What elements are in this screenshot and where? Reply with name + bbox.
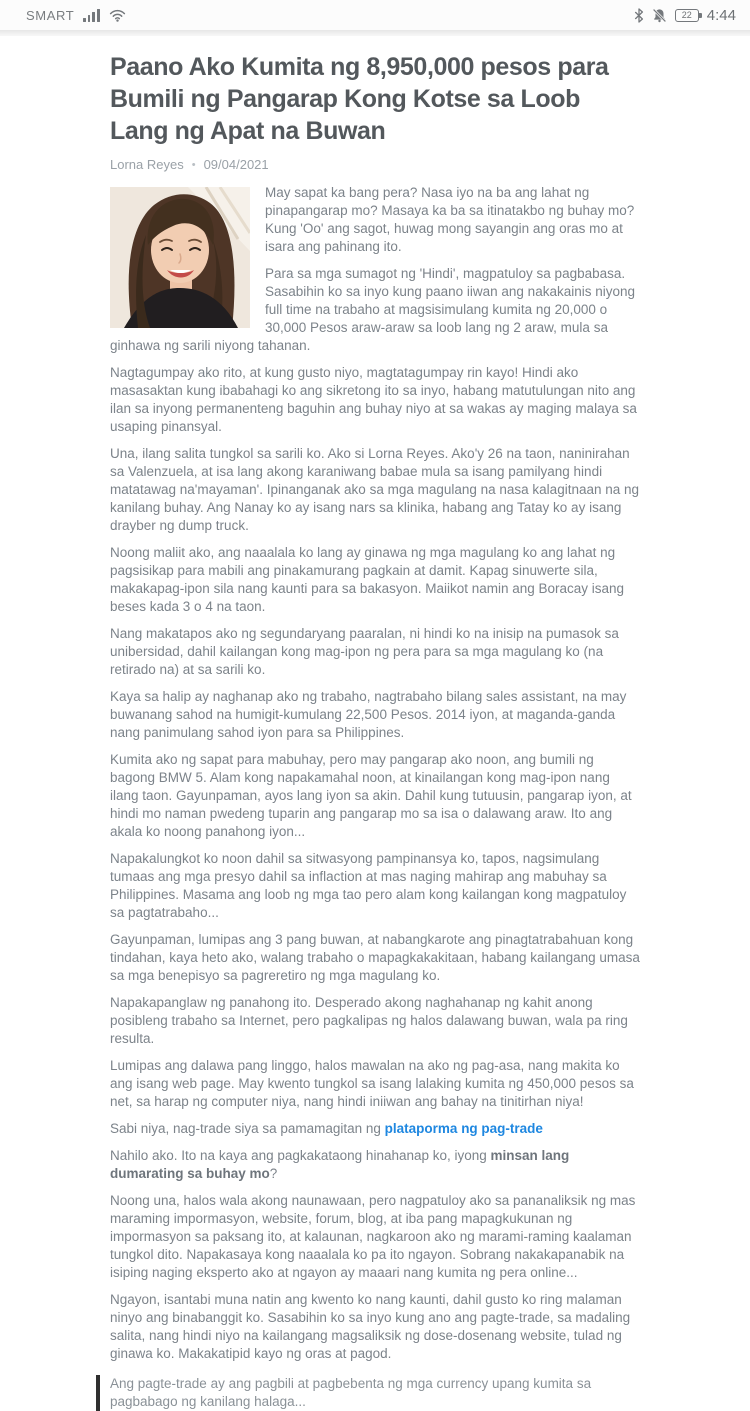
article-paragraph-with-link: [110, 1120, 640, 1138]
article-paragraph: Para sa mga sumagot ng 'Hindi', magpatuloy sa pagbabasa. Sasabihin ko sa inyo kung paano iiwan ang nakakainis niyong full time na trabaho at magsisimulang kumita ng 20,000 o 30,000 Pesos araw-araw sa loob lang ng 2 araw, mula sa ginhawa ng sarili niyong tahanan.: [110, 266, 636, 353]
article-paragraph: Una, ilang salita tungkol sa sarili ko. Ako si Lorna Reyes. Ako'y 26 na taon, naninirahan sa Valenzuela, at isa lang akong karaniwang babae mula sa isang pamilyang hindi matatawag na'mayaman'. Ipinanganak ako sa mga magulang na nasa kalagitnaan na ng kanilang buhay. Ang Nanay ko ay isang nars sa klinika, habang ang Tatay ko ay isang drayber ng dump truck.: [110, 446, 640, 533]
question-prefix: Nahilo ako. Ito na kaya ang pagkakataong hinahanap ko, iyong: [110, 1148, 491, 1163]
question-emphasis: minsan lang dumarating sa buhay mo: [110, 1148, 570, 1181]
signal-bars-icon: [83, 9, 99, 22]
article-paragraph: Napakapanglaw ng panahong ito. Desperado akong naghahanap ng kahit anong posibleng trabaho sa Internet, pero pagkalipas ng halos dalawang buwan, wala pa ring resulta.: [110, 995, 628, 1046]
article-paragraph: Nang makatapos ako ng segundaryang paaralan, ni hindi ko na inisip na pumasok sa unibersidad, dahil kailangan kong mag-ipon ng pera para sa mga magulang ko (na retirado na) at sa sarili ko.: [110, 626, 619, 677]
byline: [110, 157, 640, 172]
page-title: Paano Ako Kumita ng 8,950,000 pesos para Bumili ng Pangarap Kong Kotse sa Loob Lang ng Apat na Buwan: [110, 53, 609, 145]
article-container: [110, 36, 640, 1411]
battery-icon: [675, 9, 699, 22]
article-paragraph: Gayunpaman, lumipas ang 3 pang buwan, at nabangkarote ang pinagtatrabahuan kong tindahan, kaya heto ako, walang trabaho o mapagkakakitaan, habang kailangang umasa sa mga benepisyo sa pagreretiro ng mga magulang ko.: [110, 932, 640, 983]
clock-label: 4:44: [706, 6, 736, 24]
byline-separator: •: [191, 158, 196, 171]
article-paragraph: Kumita ako ng sapat para mabuhay, pero may pangarap ako noon, ang bumili ng bagong BMW 5. Alam kong napakamahal noon, at kinailangan kong mag-ipon nang ilang taon. Gayunpaman, ayos lang iyon sa akin. Dahil kung tutuusin, pangarap iyon, at hindi mo naman pwedeng tuparin ang pangarap mo sa isa o dalawang araw. Ito ang akala ko noong panahong iyon...: [110, 752, 632, 839]
article-paragraph: Nagtagumpay ako rito, at kung gusto niyo, magtatagumpay rin kayo! Hindi ako masasaktan kung ibabahagi ko ang sikretong ito sa inyo, habang matutulungan nito ang ilan sa inyong permanenteng baguhin ang buhay niyo at sa wakas ay maging malaya sa usaping pinansyal.: [110, 365, 637, 434]
article-paragraph: May sapat ka bang pera? Nasa iyo na ba ang lahat ng pinapangarap mo? Masaya ka ba sa itinatakbo ng buhay mo? Kung 'Oo' ang sagot, huwag mong sayangin ang oras mo at isara ang pahinang ito.: [265, 185, 635, 254]
wifi-icon: [109, 9, 126, 22]
trade-platform-link[interactable]: plataporma ng pag-trade: [384, 1121, 543, 1136]
truncated-quote: Ang pagte-trade ay ang pagbili at pagbebenta ng mga currency upang kumita sa pagbabago ng kanilang halaga...: [96, 1375, 640, 1411]
carrier-label: SMART: [26, 7, 75, 23]
author-name: Lorna Reyes: [110, 157, 184, 172]
status-bar: [0, 0, 750, 30]
bluetooth-icon: [634, 8, 644, 23]
article-paragraph: Noong una, halos wala akong naunawaan, pero nagpatuloy ako sa pananaliksik ng mas maraming impormasyon, website, forum, blog, at iba pang mapagkukunan ng impormasyon sa paksang ito, at kalaunan, nagkaroon ako ng marami-raming kaalaman tungkol dito. Napakasaya kong naaalala ko pa ito ngayon. Sobrang nakakapanabik na isiping naging eksperto ako at ngayon ay maaari nang kumita ng pera online...: [110, 1193, 636, 1280]
battery-level: 22: [681, 10, 692, 20]
link-paragraph-prefix: Sabi niya, nag-trade siya sa pamamagitan ng: [110, 1121, 385, 1136]
notifications-off-icon: [652, 8, 667, 23]
article-paragraph: Lumipas ang dalawa pang linggo, halos mawalan na ako ng pag-asa, nang makita ko ang isang web page. May kwento tungkol sa isang lalaking kumita ng 450,000 pesos sa net, sa harap ng computer niya, nang hindi iniiwan ang bahay na tinitirhan niya!: [110, 1058, 634, 1109]
article-paragraph: Ngayon, isantabi muna natin ang kwento ko nang kaunti, dahil gusto ko ring malaman ninyo ang binabanggit ko. Sasabihin ko sa inyo kung ano ang pagte-trade, sa madaling salita, nang hindi niyo na kailangang magsaliksik ng dose-dosenang website, tulad ng ginawa ko. Makakatipid kayo ng oras at pagod.: [110, 1292, 631, 1361]
article-paragraph: Noong maliit ako, ang naaalala ko lang ay ginawa ng mga magulang ko ang lahat ng pagsisikap para mabili ang pinakamurang pagkain at damit. Kapag sinuwerte sila, makakapag-ipon sila nang kaunti para sa bakasyon. Maiikot namin ang Boracay isang beses kada 3 o 4 na taon.: [110, 545, 625, 614]
article-paragraph: Kaya sa halip ay naghanap ako ng trabaho, nagtrabaho bilang sales assistant, na may buwanang sahod na humigit-kumulang 22,500 Pesos. 2014 iyon, at maganda-ganda nang panimulang sahod iyon para sa Philippines.: [110, 689, 627, 740]
article-paragraph-question: [110, 1147, 640, 1183]
article-date: 09/04/2021: [203, 157, 269, 172]
question-suffix: ?: [269, 1166, 278, 1181]
author-photo: [110, 187, 250, 328]
article-paragraph: Napakalungkot ko noon dahil sa sitwasyong pampinansya ko, tapos, nagsimulang tumaas ang mga presyo dahil sa inflaction at mas naging mahirap ang mabuhay sa Philippines. Masama ang loob ng mga tao pero alam kong kailangan kong magpatuloy sa pagtatrabaho...: [110, 851, 627, 920]
